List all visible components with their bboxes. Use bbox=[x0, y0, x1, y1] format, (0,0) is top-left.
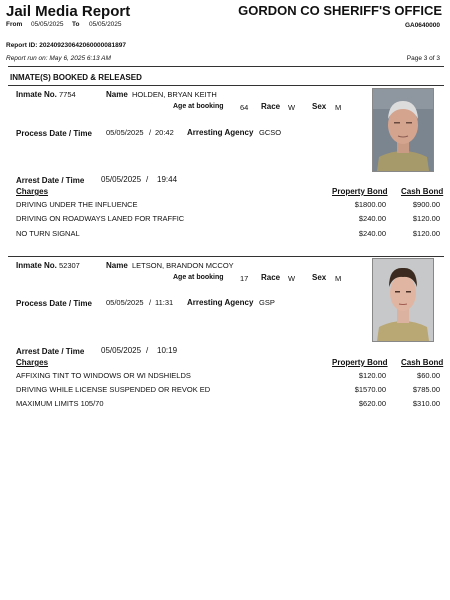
inmate-photo bbox=[372, 258, 434, 342]
charge-cash-bond: $120.00 bbox=[412, 229, 440, 238]
arresting-agency-label: Arresting Agency bbox=[187, 128, 254, 137]
section-divider bbox=[8, 85, 444, 86]
property-bond-label: Property Bond bbox=[332, 187, 388, 196]
process-date: 05/05/2025 bbox=[106, 298, 144, 307]
arrest-time: 19:44 bbox=[157, 175, 178, 184]
charge-desc: NO TURN SIGNAL bbox=[16, 229, 80, 238]
charges-label: Charges bbox=[16, 358, 49, 367]
charge-desc: DRIVING UNDER THE INFLUENCE bbox=[16, 200, 138, 209]
charge-property-bond: $240.00 bbox=[358, 229, 386, 238]
charge-desc: AFFIXING TINT TO WINDOWS OR WI NDSHIELDS bbox=[16, 371, 191, 380]
to-date: 05/05/2025 bbox=[89, 21, 122, 28]
age-value: 17 bbox=[240, 274, 249, 283]
charge-property-bond: $1800.00 bbox=[354, 200, 386, 209]
arresting-agency: GSP bbox=[259, 298, 275, 307]
process-date-label: Process Date / Time bbox=[16, 129, 92, 138]
arrest-date: 05/05/2025 bbox=[101, 346, 142, 355]
inmate-no-label: Inmate No. bbox=[16, 90, 57, 99]
race-label: Race bbox=[261, 102, 281, 111]
header-divider bbox=[8, 66, 444, 67]
name-label: Name bbox=[106, 90, 128, 99]
charge-property-bond: $120.00 bbox=[358, 371, 386, 380]
slash: / bbox=[146, 175, 149, 184]
page-number: Page 3 of 3 bbox=[406, 55, 440, 62]
inmate-name: LETSON, BRANDON MCCOY bbox=[132, 261, 234, 270]
mugshot-image bbox=[373, 259, 433, 341]
from-date: 05/05/2025 bbox=[31, 21, 64, 28]
charge-cash-bond: $785.00 bbox=[412, 385, 440, 394]
charge-desc: MAXIMUM LIMITS 105/70 bbox=[16, 399, 104, 408]
section-title: INMATE(S) BOOKED & RELEASED bbox=[10, 73, 142, 82]
charge-cash-bond: $310.00 bbox=[412, 399, 440, 408]
agency-code: GA0640000 bbox=[404, 22, 440, 29]
charge-property-bond: $1570.00 bbox=[354, 385, 386, 394]
process-date-label: Process Date / Time bbox=[16, 299, 92, 308]
sex-label: Sex bbox=[312, 102, 327, 111]
charge-desc: DRIVING ON ROADWAYS LANED FOR TRAFFIC bbox=[16, 214, 185, 223]
arrest-date-label: Arrest Date / Time bbox=[16, 347, 85, 356]
inmate-photo bbox=[372, 88, 434, 172]
inmate-no: 52307 bbox=[59, 261, 80, 270]
age-label: Age at booking bbox=[173, 103, 224, 110]
race-value: W bbox=[288, 274, 296, 283]
process-time: 20:42 bbox=[155, 128, 174, 137]
process-time: 11:31 bbox=[155, 298, 174, 307]
inmate-no-label: Inmate No. bbox=[16, 261, 57, 270]
race-label: Race bbox=[261, 273, 281, 282]
age-value: 64 bbox=[240, 103, 249, 112]
arrest-time: 10:19 bbox=[157, 346, 178, 355]
charge-cash-bond: $60.00 bbox=[417, 371, 440, 380]
charge-property-bond: $620.00 bbox=[358, 399, 386, 408]
charge-cash-bond: $900.00 bbox=[412, 200, 440, 209]
sex-label: Sex bbox=[312, 273, 327, 282]
inmate-name: HOLDEN, BRYAN KEITH bbox=[132, 90, 217, 99]
property-bond-label: Property Bond bbox=[332, 358, 388, 367]
race-value: W bbox=[288, 103, 296, 112]
to-label: To bbox=[72, 21, 80, 28]
record-divider bbox=[8, 256, 444, 257]
sex-value: M bbox=[335, 274, 342, 283]
process-date: 05/05/2025 bbox=[106, 128, 144, 137]
age-label: Age at booking bbox=[173, 274, 224, 281]
sex-value: M bbox=[335, 103, 342, 112]
charge-desc: DRIVING WHILE LICENSE SUSPENDED OR REVOK ED bbox=[16, 385, 211, 394]
charges-label: Charges bbox=[16, 187, 49, 196]
cash-bond-label: Cash Bond bbox=[401, 187, 444, 196]
arresting-agency-label: Arresting Agency bbox=[187, 298, 254, 307]
cash-bond-label: Cash Bond bbox=[401, 358, 444, 367]
inmate-no: 7754 bbox=[59, 90, 76, 99]
charge-property-bond: $240.00 bbox=[358, 214, 386, 223]
arresting-agency: GCSO bbox=[259, 128, 282, 137]
charge-cash-bond: $120.00 bbox=[412, 214, 440, 223]
from-label: From bbox=[6, 21, 23, 28]
report-id: Report ID: 202409230642060000081897 bbox=[6, 42, 126, 49]
name-label: Name bbox=[106, 261, 128, 270]
slash: / bbox=[146, 346, 149, 355]
arrest-date: 05/05/2025 bbox=[101, 175, 142, 184]
slash: / bbox=[149, 128, 152, 137]
mugshot-image bbox=[373, 89, 433, 171]
arrest-date-label: Arrest Date / Time bbox=[16, 176, 85, 185]
slash: / bbox=[149, 298, 152, 307]
report-title: Jail Media Report bbox=[6, 3, 131, 20]
report-run: Report run on: May 6, 2025 6:13 AM bbox=[6, 55, 111, 62]
office-name: GORDON CO SHERIFF'S OFFICE bbox=[238, 3, 442, 18]
